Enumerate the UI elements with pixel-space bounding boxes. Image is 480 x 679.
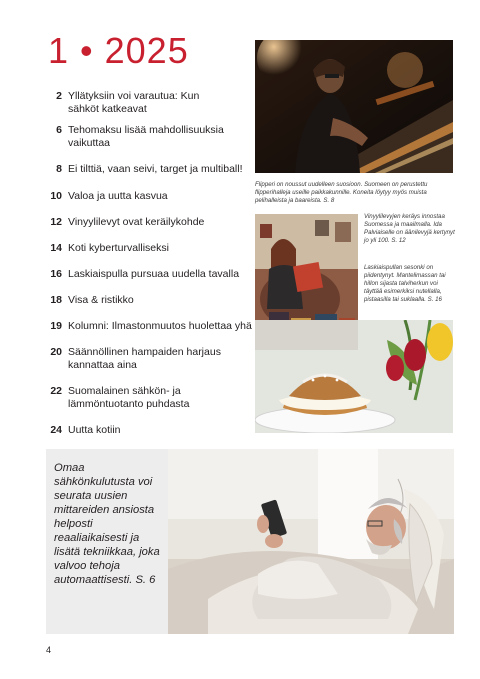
toc-page-number: 2 — [56, 90, 62, 102]
toc-entry[interactable] — [46, 163, 246, 176]
toc-page-number: 6 — [56, 124, 62, 136]
toc-title: Uutta kotiin — [68, 424, 121, 436]
feature-quote: Omaa sähkönkulutusta voi seurata uusien mittareiden ansiosta helposti reaaliaikaisesti ja lisätä tekniikkaa, joka valvoo tehoja automaattisesti. S. 6 — [54, 462, 160, 586]
feature-panel — [46, 449, 454, 634]
toc-title: Yllätyksiin voi varautua: Kun sähköt katkeavat — [68, 90, 200, 115]
bun-photo — [255, 320, 453, 433]
toc-entry[interactable] — [46, 294, 246, 307]
pinball-photo — [255, 40, 453, 173]
toc-page-number: 12 — [50, 216, 62, 228]
toc-title: Valoa ja uutta kasvua — [68, 190, 168, 202]
toc-page-number: 24 — [50, 424, 62, 436]
toc-title: Laskiaispulla pursuaa uudella tavalla — [68, 268, 240, 280]
toc-page-number: 19 — [50, 320, 62, 332]
toc-title: Koti kyberturvalliseksi — [68, 242, 169, 254]
toc-title: Suomalainen sähkön- ja lämmöntuotanto puhdasta — [68, 385, 190, 410]
toc-title: Kolumni: Ilmastonmuutos huolettaa yhä — [68, 320, 252, 332]
toc-entry[interactable] — [46, 242, 246, 255]
issue-number: 1 • 2025 — [48, 30, 189, 71]
toc-entry[interactable] — [46, 124, 246, 150]
toc-title: Visa & ristikko — [68, 294, 134, 306]
toc-page-number: 8 — [56, 163, 62, 175]
page-number: 4 — [46, 645, 52, 655]
toc-page-number: 22 — [50, 385, 62, 397]
toc-title: Ei tilttiä, vaan seivi, target ja multiball! — [68, 163, 243, 175]
toc-page-number: 10 — [50, 190, 62, 202]
toc-entry[interactable] — [46, 385, 246, 411]
toc-entry[interactable] — [46, 190, 246, 203]
toc-entry[interactable] — [46, 320, 252, 333]
vinyl-caption: Vinyylilevyjen keräys innostaa Suomessa ja maailmalla. Ida Palviaiselle on äänilevyjä kertynyt jo yli 100. S. 12 — [364, 213, 455, 244]
pinball-caption: Flipperi on noussut uudelleen suosioon. Suomeen on perustettu flipperihalleja useille paikkakunnille. Koneita löytyy myös muista pelihalleista ja baareista. S. 8 — [255, 181, 428, 204]
man-on-sofa-illustration — [168, 449, 454, 634]
toc-page-number: 16 — [50, 268, 62, 280]
toc-page-number: 20 — [50, 346, 62, 358]
table-of-contents — [46, 90, 252, 437]
toc-entry[interactable] — [46, 268, 246, 281]
toc-title: Tehomaksu lisää mahdollisuuksia vaikuttaa — [68, 124, 224, 149]
toc-title: Säännöllinen hampaiden harjaus kannattaa aina — [68, 346, 221, 371]
toc-entry[interactable] — [46, 424, 246, 437]
toc-entry[interactable] — [46, 90, 246, 116]
toc-page-number: 14 — [50, 242, 62, 254]
toc-title: Vinyylilevyt ovat keräilykohde — [68, 216, 205, 228]
bun-caption: Laskiaispullan sesonki on piidentynyt. Mantelimassan tai hillon sijasta talviherkun voi täyttää esimerkiksi nutellalla, pistaasilla tai suklaalla. S. 16 — [364, 264, 446, 303]
man-with-tablet-photo — [168, 449, 454, 634]
pinball-illustration — [255, 40, 453, 173]
toc-page-number: 18 — [50, 294, 62, 306]
semla-illustration — [255, 320, 453, 433]
toc-entry[interactable] — [46, 346, 246, 372]
toc-entry[interactable] — [46, 216, 246, 229]
